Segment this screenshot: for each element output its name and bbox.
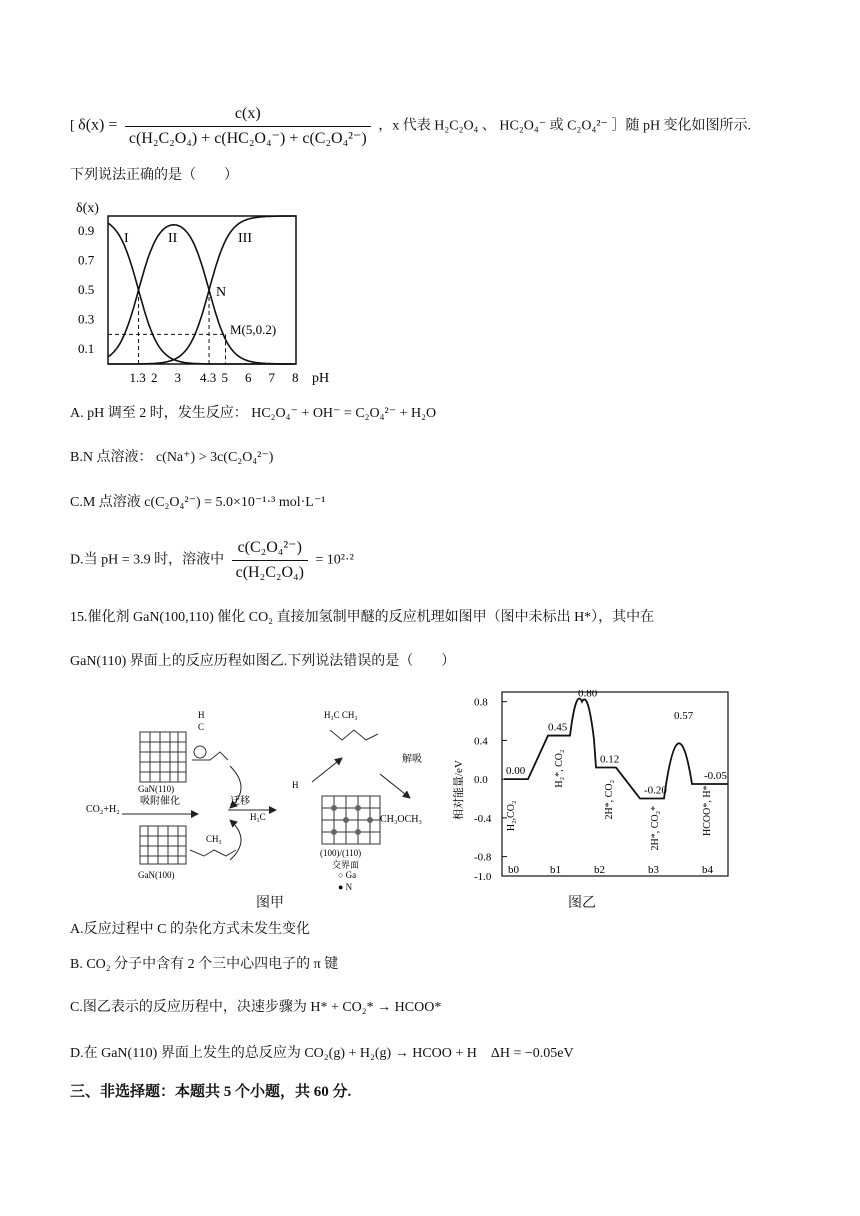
point-m-label: M(5,0.2): [230, 322, 277, 337]
y-tick-label: 0.9: [78, 222, 95, 238]
option-d-fraction: [232, 538, 308, 583]
desorb-label: 解吸: [402, 754, 422, 765]
y-tick-label: -0.4: [474, 812, 492, 825]
q15-option-b: B. CO₂ 分子中含有 2 个三中心四电子的 π 键: [70, 957, 339, 972]
option-d-numerator: c(C₂O₄²⁻): [232, 538, 308, 561]
figure-b-caption: 图乙: [568, 896, 596, 911]
y-tick-label: 0.3: [78, 311, 95, 327]
q15-option-a: A.反应过程中 C 的杂化方式未发生变化: [70, 922, 310, 937]
curve-ii: [108, 225, 296, 364]
migrate-label: 迁移: [230, 796, 250, 807]
option-d-denominator: c(H₂C₂O₄): [235, 564, 304, 581]
chart1-frame: [108, 216, 296, 364]
x-tick-label: 3: [174, 370, 181, 385]
definition-suffix: ，x 代表 H₂C₂O₄ 、 HC₂O₄⁻ 或 C₂O₄²⁻ ］随 pH 变化如图所示.: [378, 118, 752, 134]
legend-ga: ○ Ga: [338, 870, 357, 880]
reactants-label: CO₂+H₂: [86, 804, 120, 815]
y-tick-label: -1.0: [474, 871, 492, 883]
q15-stem-line1: 15.催化剂 GaN(100,110) 催化 CO₂ 直接加氢制甲醚的反应机理如图甲（图中未标出 H*），其中在: [70, 610, 655, 625]
chart1-ylabel: δ(x): [76, 201, 99, 216]
ch3-label: CH₃: [206, 834, 222, 844]
x-tick-label: 7: [268, 370, 275, 385]
curve-i: [108, 223, 296, 364]
c-atom-label: C: [198, 722, 205, 732]
q15-stem-line2: GaN(110) 界面上的反应历程如图乙.下列说法错误的是（ ）: [70, 654, 456, 669]
energy-path: [504, 699, 728, 799]
x-tick-label: 4.3: [200, 370, 217, 385]
chart1-curves: [108, 216, 296, 364]
gan100-lattice: [140, 826, 186, 864]
series-label-ii: II: [168, 231, 178, 246]
adsorb-label: 吸附催化: [140, 796, 180, 807]
q14-option-b: B.N 点溶液： c(Na⁺) > 3c(C₂O₄²⁻): [70, 450, 274, 465]
desorb-arrow: [380, 774, 410, 798]
state-tick-label: b4: [702, 864, 713, 876]
y-tick-label: 0.8: [474, 696, 488, 709]
q14-prompt: 下列说法正确的是（ ）: [70, 168, 238, 183]
state-tick-label: b2: [594, 864, 605, 876]
state-tick-label: b0: [508, 864, 519, 876]
gan100-label: GaN(100): [138, 870, 175, 880]
interface-label-2: 交界面: [332, 860, 360, 870]
option-d-suffix: = 10²·²: [315, 552, 354, 568]
delta-fraction: [125, 104, 371, 149]
chart1-x-ticks: [130, 370, 299, 385]
interface-lattice: [322, 796, 380, 844]
y-tick-label: 0.1: [78, 341, 95, 357]
energy-value-label: -0.05: [704, 770, 727, 782]
figure-a-caption: 图甲: [256, 896, 284, 911]
state-tick-label: b3: [648, 864, 659, 876]
series-label-iii: III: [238, 231, 252, 246]
state-species-label: HCOO*, H*: [702, 785, 713, 836]
intermediate-chain: [192, 752, 228, 760]
distribution-chart: [74, 196, 344, 392]
energy-value-label: 0.45: [548, 721, 568, 734]
series-label-i: I: [124, 231, 129, 246]
fraction-numerator: c(x): [125, 104, 371, 127]
section-heading: 三、非选择题：本题共 5 个小题，共 60 分.: [70, 1084, 352, 1100]
h-label-2: H: [292, 780, 299, 790]
interface-label: (100)/(110): [320, 848, 362, 858]
curve-arrow-bottom: [230, 820, 241, 860]
x-tick-label: 2: [151, 370, 158, 385]
state-species-label: 2H*, CO₂*: [650, 805, 661, 851]
y-tick-label: 0.7: [78, 252, 95, 268]
fraction-denominator: c(H₂C₂O₄) + c(HC₂O₄⁻) + c(C₂O₄²⁻): [128, 130, 367, 147]
energy-value-label: 0.80: [578, 690, 598, 700]
x-tick-label: 5: [221, 370, 228, 385]
product-label: CH₃OCH₃: [380, 814, 422, 825]
energy-value-label: 0.00: [506, 765, 526, 778]
x-tick-label: 1.3: [129, 370, 146, 385]
energy-value-label: -0.20: [644, 784, 667, 797]
bracket-open: [: [70, 118, 75, 134]
gan110-lattice: [140, 732, 186, 782]
state-species-label: H₂,CO₂: [506, 800, 517, 832]
q15-option-d: D.在 GaN(110) 界面上发生的总反应为 CO₂(g) + H₂(g) → HCOO + H ΔH = −0.05eV: [70, 1046, 574, 1061]
ch3-chain: [190, 850, 236, 856]
option-d-prefix: D.当 pH = 3.9 时，溶液中: [70, 552, 225, 568]
chart2-x-ticks: [508, 864, 714, 876]
delta-definition: [70, 104, 751, 149]
chart1-guides: [108, 290, 226, 364]
x-tick-label: 6: [245, 370, 252, 385]
delta-symbol: δ(x) =: [78, 116, 118, 134]
point-n-label: N: [216, 285, 227, 300]
chart2-ylabel: 相对能量/eV: [453, 760, 465, 820]
state-species-label: H₂*, CO₂: [554, 749, 565, 788]
legend-n: ● N: [338, 882, 353, 890]
mechanism-figure: [80, 700, 470, 890]
chart2-value-labels: [506, 690, 727, 797]
up-arrow: [312, 758, 342, 782]
q14-option-c: C.M 点溶液 c(C₂O₄²⁻) = 5.0×10⁻¹·³ mol·L⁻¹: [70, 495, 326, 510]
dimethyl-chain: [330, 730, 378, 740]
energy-profile-chart: [452, 690, 742, 886]
chart1-xlabel: pH: [312, 371, 330, 386]
h3c-ch3-label: H₃C CH₃: [324, 710, 358, 720]
intermediate-ring: [194, 746, 206, 758]
y-tick-label: 0.0: [474, 774, 488, 787]
y-tick-label: 0.5: [78, 282, 95, 297]
q15-option-c: C.图乙表示的反应历程中，决速步骤为 H* + CO₂* → HCOO*: [70, 1000, 442, 1015]
chart1-y-ticks: [78, 223, 95, 356]
q14-option-a: A. pH 调至 2 时，发生反应： HC₂O₄⁻ + OH⁻ = C₂O₄²⁻ + H₂O: [70, 406, 437, 421]
state-tick-label: b1: [550, 864, 561, 876]
q14-option-d: [70, 538, 354, 583]
y-tick-label: 0.4: [474, 735, 488, 748]
energy-value-label: 0.57: [674, 709, 694, 722]
state-species-label: 2H*, CO₂: [604, 779, 615, 820]
gan110-label: GaN(110): [138, 784, 175, 794]
h-atom-label: H: [198, 710, 205, 720]
energy-value-label: 0.12: [600, 753, 620, 766]
h3c-label: H₃C: [250, 812, 266, 822]
curve-iii: [108, 216, 296, 364]
y-tick-label: -0.8: [474, 851, 492, 864]
x-tick-label: 8: [292, 370, 299, 385]
